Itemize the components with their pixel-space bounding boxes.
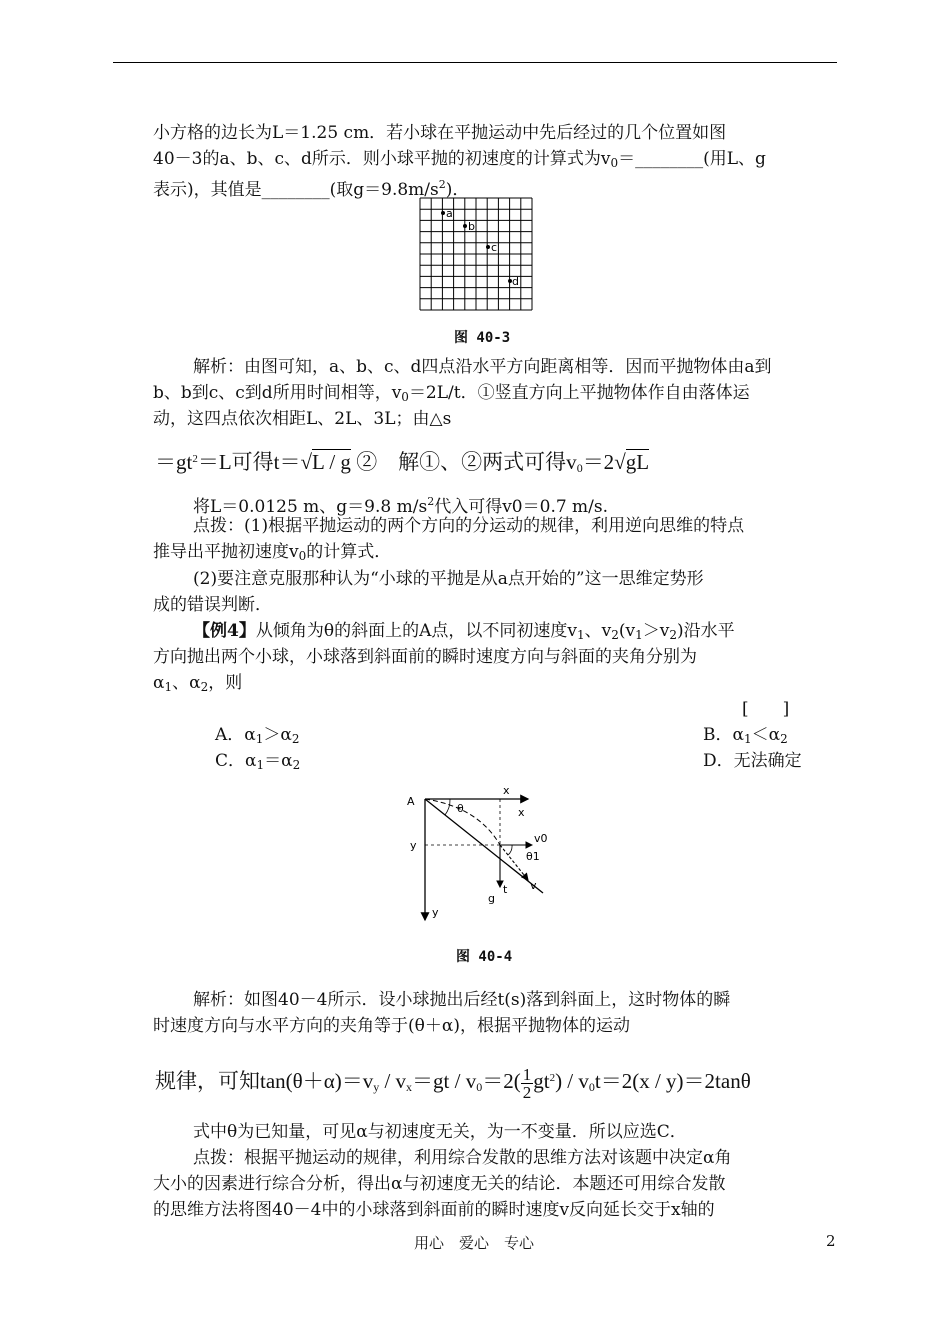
figure-40-3-caption: 图 40-3 <box>454 330 511 346</box>
label-v: v <box>530 879 537 892</box>
label-v0: v0 <box>534 832 548 845</box>
point2-line-2: 大小的因素进行综合分析，得出α与初速度无关的结论．本题还可用综合发散 <box>153 1174 726 1194</box>
label-x-right: x <box>518 806 525 819</box>
example4-line-2: 方向抛出两个小球，小球落到斜面前的瞬时速度方向与斜面的夹角分别为 <box>153 647 697 667</box>
intro-line-3: 表示)，其值是________(取$g=9.8m/s^2$)． <box>153 178 470 200</box>
svg-text:c: c <box>491 241 498 254</box>
option-b: B．$\alpha_1<\alpha_2$ <box>703 725 788 746</box>
sqrt-symbol: √ <box>614 450 626 474</box>
figure-40-3 <box>418 196 534 312</box>
point1-line-1: 点拨：(1)根据平抛运动的两个方向的分运动的规律，利用逆向思维的特点 <box>193 516 745 536</box>
option-a: A．$\alpha_1>\alpha_2$ <box>215 725 300 746</box>
solution2-line-2: 时速度方向与水平方向的夹角等于(θ＋α)，根据平抛物体的运动 <box>153 1016 630 1036</box>
solution1-equation: $=gt^2=L$可得t＝√L / g ② 解①、②两式可得$v_0=2√gL$ <box>155 450 650 475</box>
label-a: A <box>407 795 415 808</box>
footer-motto: 用心 爱心 专心 <box>414 1234 535 1252</box>
figure-40-4 <box>400 785 560 930</box>
intro-line-1: 小方格的边长为L＝1.25 cm．若小球在平抛运动中先后经过的几个位置如图 <box>153 123 727 143</box>
solution1-line-1: 解析：由图可知，a、b、c、d四点沿水平方向距离相等．因而平抛物体由a到 <box>193 357 772 377</box>
example4-line-3: $\alpha_1$、$\alpha_2$，则 <box>153 673 243 694</box>
svg-text:d: d <box>512 275 519 288</box>
example4-line-1: 【例4】从倾角为θ的斜面上的A点，以不同初速度$v_1$、$v_2(v_1>v_2)$沿水平 <box>193 621 735 642</box>
point2-line-1: 点拨：根据平抛运动的规律，利用综合发散的思维方法对该题中决定α角 <box>193 1148 732 1168</box>
svg-text:a: a <box>446 207 453 220</box>
label-t: t <box>503 883 508 896</box>
solution2-line-3: 式中θ为已知量，可见α与初速度无关，为一不变量．所以应选C． <box>193 1122 687 1142</box>
solution1-line-2: b、b到c、c到d所用时间相等，$v_0=2L/t$．①竖直方向上平抛物体作自由落体运 <box>153 383 750 404</box>
solution1-line-3: 动，这四点依次相距L、2L、3L；由△s <box>153 409 452 429</box>
theta1-arc <box>508 845 512 855</box>
label-g: g <box>488 892 495 905</box>
label-y-bottom: y <box>432 906 439 919</box>
sqrt-symbol: √ <box>300 450 313 474</box>
label-y-mid: y <box>410 839 417 852</box>
label-theta: θ <box>457 802 464 815</box>
point1-line-2: 推导出平抛初速度$v_0$的计算式． <box>153 542 392 563</box>
page-number: 2 <box>826 1232 836 1250</box>
label-x-top: x <box>503 785 510 797</box>
label-theta1: θ1 <box>526 850 540 863</box>
intro-line-2: 40－3的a、b、c、d所示．则小球平抛的初速度的计算式为$v_0=\_\_\_\_\_\_\_\_$(用L、g <box>153 149 766 170</box>
svg-text:b: b <box>468 220 475 233</box>
option-d: D．无法确定 <box>703 751 802 771</box>
figure-40-4-caption: 图 40-4 <box>456 949 513 965</box>
solution2-line-1: 解析：如图40－4所示．设小球抛出后经t(s)落到斜面上，这时物体的瞬 <box>193 990 731 1010</box>
solution2-equation: 规律，可知$\tan(\theta+\alpha)=v_y / v_x=gt / v_0=2$( $\frac{1}{2}$ $gt^2) / v_0t=2(x / y)=2\tan\theta$ <box>155 1064 751 1102</box>
fraction-half: $\frac{1}{2}$ <box>522 1064 532 1102</box>
point2-line-3: 的思维方法将图40－4中的小球落到斜面前的瞬时速度v反向延长交于x轴的 <box>153 1200 715 1220</box>
header-rule <box>113 62 837 63</box>
option-c: C．$\alpha_1=\alpha_2$ <box>215 751 301 772</box>
incline-line <box>425 799 543 893</box>
answer-bracket: [ ] <box>742 699 790 719</box>
point1-line-4: 成的错误判断． <box>153 595 272 615</box>
point1-line-3: (2)要注意克服那种认为“小球的平抛是从a点开始的”这一思维定势形 <box>193 569 704 589</box>
theta-arc <box>445 799 450 815</box>
solution1-substitution: 将L＝0.0125 m、g＝9.8 $m/s^2$代入可得v0＝0.7 m/s. <box>193 495 609 517</box>
